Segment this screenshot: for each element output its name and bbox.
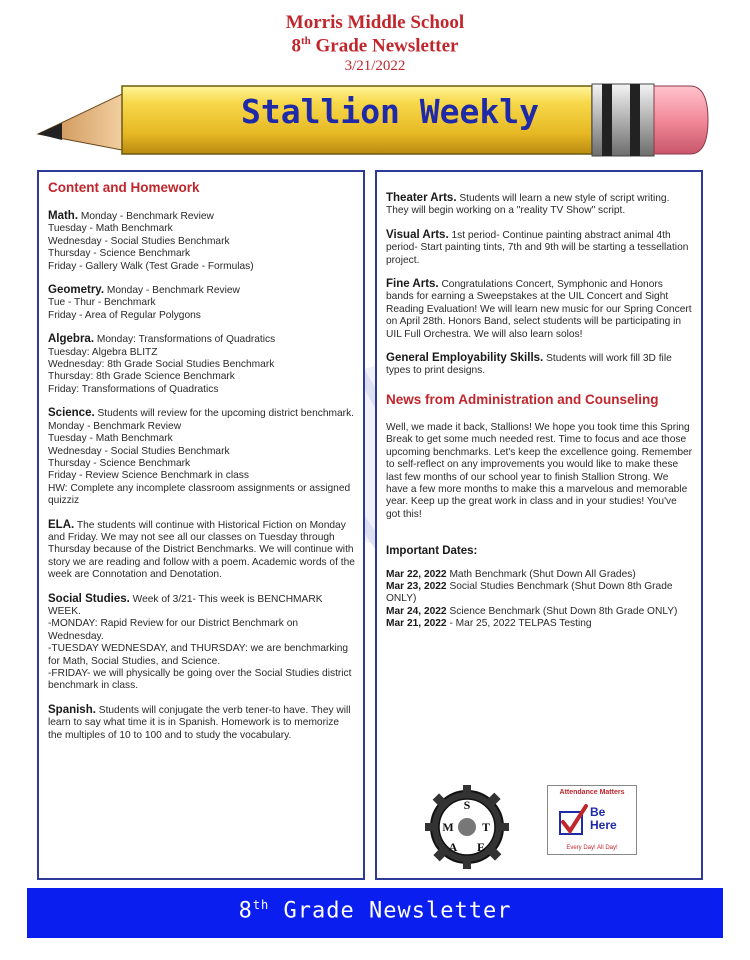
- geometry-line: Tue - Thur - Benchmark: [48, 297, 156, 309]
- visual-arts-section: [386, 229, 693, 267]
- spanish-section: [48, 704, 355, 742]
- science-line: HW: Complete any incomplete classroom assignments or assigned quizziz: [48, 482, 351, 507]
- algebra-section: [48, 333, 355, 396]
- math-section: [48, 210, 355, 273]
- date-value: Mar 24, 2022: [386, 605, 447, 617]
- date-desc: - Mar 25, 2022 TELPAS Testing: [446, 618, 592, 630]
- date-row: [386, 569, 693, 581]
- math-label: Math.: [48, 210, 79, 222]
- social-studies-label: Social Studies.: [48, 592, 130, 605]
- algebra-line: Monday: Transformations of Quadratics: [94, 334, 276, 346]
- theater-text: Students will learn a new style of script writing. They will begin working on a "reality TV Show" script.: [386, 193, 670, 217]
- stem-letter-t: T: [481, 820, 491, 834]
- algebra-label: Algebra.: [48, 333, 95, 346]
- attendance-be-here: [590, 806, 617, 832]
- important-dates-heading: Important Dates:: [386, 545, 478, 558]
- employability-text: Students will work fill 3D file types to print designs.: [386, 353, 672, 377]
- science-line: Thursday - Science Benchmark: [48, 457, 191, 469]
- math-line: Wednesday - Social Studies Benchmark: [48, 235, 230, 247]
- theater-section: [386, 192, 693, 218]
- checkmark-icon: [558, 804, 588, 838]
- social-studies-line: -FRIDAY- we will physically be going over the Social Studies district benchmark in class.: [48, 668, 352, 692]
- science-line: Monday - Benchmark Review: [48, 420, 182, 432]
- footer-banner: [27, 888, 723, 938]
- ela-text: The students will continue with Historical Fiction on Monday and Friday. We may not see all our classes on Tuesday through Thursday because of the District Benchmarks. We will continue with story we are reading and follow with a poem. Academic words of the week are Connotation and Denotation.: [48, 519, 355, 581]
- social-studies-line: -TUESDAY WEDNESDAY, and THURSDAY: we are benchmarking for Math, Social Studies, and Science.: [48, 643, 349, 667]
- science-line: Wednesday - Social Studies Benchmark: [48, 445, 230, 457]
- social-studies-line: Week of 3/21- This week is BENCHMARK WEEK.: [48, 593, 323, 617]
- stem-letter-a: A: [448, 840, 458, 854]
- fine-arts-text: Congratulations Concert, Symphonic and Honors bands for earning a Sweepstakes at the UIL Concert and Sight Reading Evaluation! We will learn new music for our Spring Concert on April 28th. Honors Band, select students will be participating in UIL Full Orchestra. We will also learn solos!: [386, 279, 692, 340]
- date-row: [386, 606, 693, 618]
- fine-arts-label: Fine Arts.: [386, 278, 439, 291]
- geometry-line: Friday - Area of Regular Polygons: [48, 309, 201, 321]
- geometry-line: Monday - Benchmark Review: [104, 285, 240, 297]
- banner-title: Stallion Weekly: [240, 92, 539, 131]
- math-line: Monday - Benchmark Review: [78, 211, 214, 222]
- science-line: Tuesday - Math Benchmark: [48, 433, 173, 445]
- math-line: Friday - Gallery Walk (Test Grade - Formulas): [48, 260, 254, 272]
- social-studies-section: [48, 593, 355, 693]
- date-row: [386, 581, 693, 606]
- employability-section: [386, 352, 693, 378]
- algebra-line: Wednesday: 8th Grade Social Studies Benchmark: [48, 359, 275, 371]
- math-line: Thursday - Science Benchmark: [48, 248, 191, 260]
- grade-number: 8: [291, 35, 301, 57]
- date-value: Mar 21, 2022: [386, 618, 447, 630]
- date-row: [386, 618, 693, 630]
- attendance-tagline: Every Day! All Day!: [566, 845, 618, 851]
- ela-section: [48, 519, 355, 582]
- fine-arts-section: [386, 278, 693, 341]
- electives-news-column: [375, 170, 703, 880]
- attendance-title: Attendance Matters: [559, 789, 625, 796]
- footer-title: [27, 898, 723, 923]
- date-value: Mar 23, 2022: [386, 580, 447, 592]
- news-text: Well, we made it back, Stallions! We hope you took time this Spring Break to get some much needed rest. Time to focus and ace those upcoming benchmarks. Let's keep the excellence going. Remember to self-reflect on any improvements you would like to make these last few months of our school year to finish Stallion Strong. We have a few more months to make this a marvelous and memorable year. Keep up the great work in class and in your studies! You've got this!: [386, 421, 693, 520]
- visual-arts-label: Visual Arts.: [386, 228, 449, 241]
- stem-letter-m: M: [442, 820, 454, 834]
- stem-letter-s: S: [463, 798, 471, 812]
- science-label: Science.: [48, 407, 95, 420]
- science-line: Friday - Review Science Benchmark in class: [48, 470, 249, 482]
- attendance-be: Be: [590, 805, 606, 819]
- spanish-label: Spanish.: [48, 703, 96, 716]
- footer-rest: Grade Newsletter: [269, 898, 512, 924]
- news-heading: News from Administration and Counseling: [386, 391, 659, 407]
- date-value: Mar 22, 2022: [386, 568, 447, 580]
- algebra-line: Friday: Transformations of Quadratics: [48, 383, 219, 395]
- ela-label: ELA.: [48, 518, 75, 531]
- attendance-here: Here: [590, 818, 617, 832]
- spanish-text: Students will conjugate the verb tener-to have. They will learn to say what time it is in Spanish. Homework is to memorize the multiples of 10 to 100 and to study the vocabulary.: [48, 704, 351, 741]
- stem-letter-e: E: [476, 840, 486, 854]
- date-desc: Social Studies Benchmark (Shut Down 8th Grade ONLY): [386, 580, 673, 605]
- logos-row: [377, 777, 701, 867]
- math-line: Tuesday - Math Benchmark: [48, 223, 173, 235]
- theater-label: Theater Arts.: [386, 192, 457, 204]
- content-homework-column: [37, 170, 365, 880]
- school-name: Morris Middle School: [285, 12, 465, 33]
- science-section: [48, 407, 355, 507]
- footer-num: 8: [238, 898, 253, 924]
- date-desc: Science Benchmark (Shut Down 8th Grade ONLY): [446, 605, 678, 617]
- stem-gear-logo: [425, 785, 509, 869]
- newsletter-header: [0, 0, 750, 170]
- employability-label: General Employability Skills.: [386, 352, 544, 365]
- grade-suffix: th: [301, 35, 311, 47]
- geometry-label: Geometry.: [48, 284, 105, 297]
- newsletter-date: 3/21/2022: [344, 58, 406, 74]
- social-studies-line: -MONDAY: Rapid Review for our District Benchmark on Wednesday.: [48, 618, 299, 642]
- date-desc: Math Benchmark (Shut Down All Grades): [446, 568, 636, 580]
- science-line: Students will review for the upcoming district benchmark.: [94, 408, 354, 420]
- attendance-matters-logo: [547, 785, 637, 855]
- newsletter-subtitle: [0, 35, 750, 57]
- subtitle-rest: Grade Newsletter: [310, 35, 459, 57]
- geometry-section: [48, 284, 355, 322]
- content-homework-heading: Content and Homework: [48, 180, 200, 195]
- algebra-line: Thursday: 8th Grade Science Benchmark: [48, 371, 235, 383]
- algebra-line: Tuesday: Algebra BLITZ: [48, 346, 158, 358]
- footer-suffix: th: [252, 898, 270, 912]
- visual-arts-text: 1st period- Continue painting abstract animal 4th period- Start painting tints, 7th and 9th will be starting a tessellation project.: [386, 229, 689, 266]
